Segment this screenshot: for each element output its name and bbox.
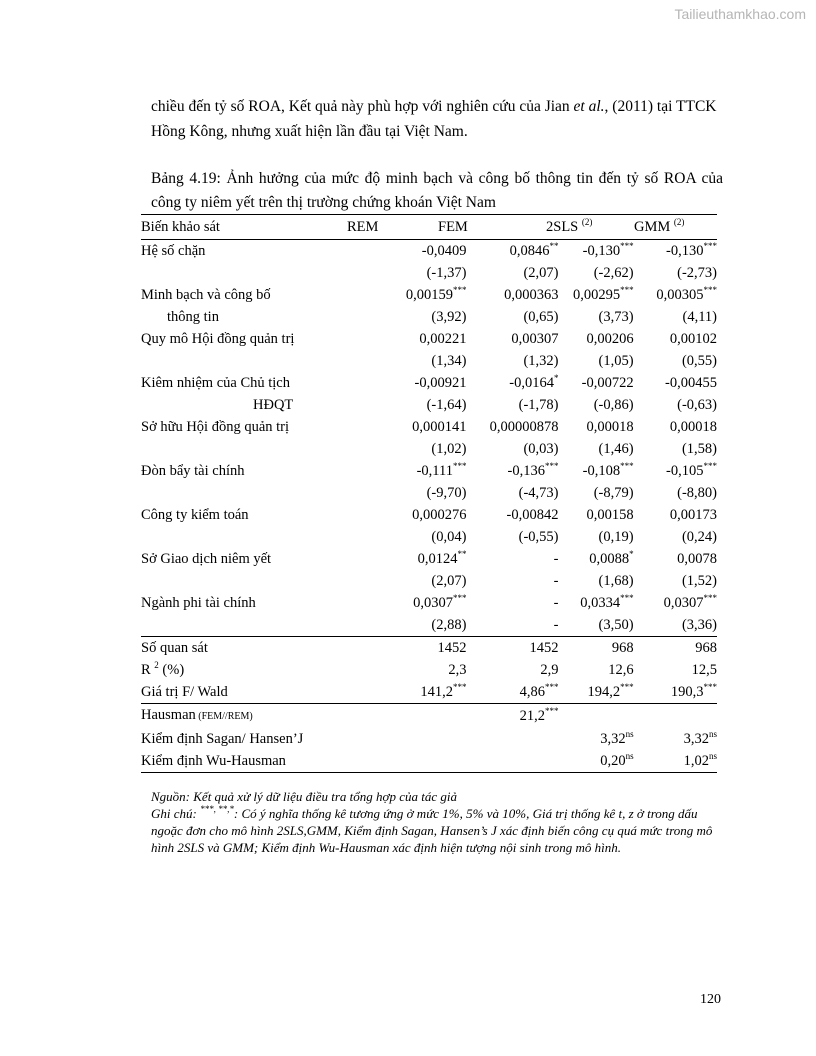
cell-gmm: (4,11) bbox=[682, 309, 717, 325]
cell-gmm: 0,00305*** bbox=[656, 285, 717, 303]
cell-rem: (2,07) bbox=[431, 573, 467, 589]
row-label bbox=[141, 350, 388, 372]
cell-rem bbox=[388, 704, 466, 729]
table-row bbox=[141, 659, 717, 681]
cell-2sls: (1,68) bbox=[598, 573, 634, 589]
cell-fem: - bbox=[553, 595, 559, 611]
header-col3-sup: (2) bbox=[581, 217, 593, 227]
cell-fem: 21,2*** bbox=[466, 704, 558, 729]
cell-rem: 0,0124** bbox=[417, 549, 467, 567]
cell-rem: 0,000141 bbox=[412, 419, 467, 435]
cell-rem: -0,111*** bbox=[416, 461, 467, 479]
cell-2sls: (1,46) bbox=[598, 441, 634, 457]
row-label: Minh bạch và công bố bbox=[141, 287, 271, 303]
row-label: Sở hữu Hội đồng quản trị bbox=[141, 419, 290, 435]
cell-gmm: $1,02^{ns}$ bbox=[634, 750, 717, 773]
regression-table bbox=[141, 214, 717, 773]
cell-fem: (2,07) bbox=[523, 265, 559, 281]
cell-rem: 0,000276 bbox=[412, 507, 467, 523]
cell-rem: (-9,70) bbox=[426, 485, 467, 501]
table-row bbox=[141, 592, 717, 614]
header-col4-wrap bbox=[634, 219, 684, 235]
cell-rem bbox=[388, 728, 466, 750]
cell-rem: (-1,37) bbox=[426, 265, 467, 281]
table-row bbox=[141, 704, 717, 729]
cell-2sls: 12,6 bbox=[608, 662, 634, 678]
cell-2sls: (-0,86) bbox=[593, 397, 634, 413]
header-col3-wrap bbox=[546, 215, 634, 239]
row-label: Hausman (FEM//REM) bbox=[141, 704, 388, 729]
row-label: thông tin bbox=[167, 309, 219, 325]
cell-2sls: (3,50) bbox=[598, 617, 634, 633]
header-cell bbox=[141, 215, 717, 240]
notes-note bbox=[151, 805, 729, 856]
row-label: HĐQT bbox=[253, 397, 294, 413]
cell-2sls bbox=[559, 704, 634, 729]
row-label: Sở Giao dịch niêm yết bbox=[141, 551, 272, 567]
row-label bbox=[141, 262, 388, 284]
cell-fem: -0,136*** bbox=[507, 461, 559, 479]
cell-2sls: 0,0088* bbox=[589, 549, 634, 567]
page-number: 120 bbox=[700, 992, 721, 1007]
cell-gmm: (-0,63) bbox=[677, 397, 717, 413]
cell-gmm: (0,24) bbox=[681, 529, 717, 545]
watermark: Tailieuthamkhao.com bbox=[674, 6, 806, 22]
table-notes bbox=[151, 788, 729, 856]
cell-2sls: -0,00722 bbox=[581, 375, 634, 391]
row-label: Kiểm định Sagan/ Hansen’J bbox=[141, 731, 304, 747]
cell-2sls: 0,00018 bbox=[586, 419, 634, 435]
cell-gmm: (3,36) bbox=[681, 617, 717, 633]
cell-fem: 0,000363 bbox=[504, 287, 559, 303]
intro-text-1: chiều đến tỷ số ROA, Kết quả này phù hợp với nghiên cứu của Jian bbox=[151, 98, 574, 115]
cell-fem: (-0,55) bbox=[518, 529, 559, 545]
cell-fem: (0,65) bbox=[523, 309, 559, 325]
cell-gmm: 0,0078 bbox=[677, 551, 717, 567]
cell-2sls: $0,20^{ns}$ bbox=[559, 750, 634, 773]
cell-rem bbox=[388, 750, 466, 773]
table-row bbox=[141, 570, 717, 592]
row-label bbox=[141, 438, 388, 460]
cell-fem: 0,0846** bbox=[509, 241, 559, 259]
row-label: Đòn bẩy tài chính bbox=[141, 463, 245, 479]
table-row bbox=[141, 750, 717, 773]
table-header-row bbox=[141, 215, 717, 240]
row-label bbox=[141, 526, 388, 548]
cell-fem: 0,00307 bbox=[511, 331, 559, 347]
cell-fem: (1,32) bbox=[523, 353, 559, 369]
cell-fem: (0,03) bbox=[523, 441, 559, 457]
cell-rem: (2,88) bbox=[431, 617, 467, 633]
row-label: Kiêm nhiệm của Chủ tịch bbox=[141, 375, 290, 391]
table-row bbox=[141, 394, 717, 416]
cell-rem: 0,00221 bbox=[419, 331, 467, 347]
cell-rem: 1452 bbox=[388, 637, 466, 660]
cell-fem: - bbox=[553, 617, 559, 633]
cell-rem: 141,2*** bbox=[420, 682, 467, 700]
cell-2sls: 194,2*** bbox=[587, 682, 634, 700]
table-row bbox=[141, 350, 717, 372]
cell-rem: 0,0307*** bbox=[413, 593, 467, 611]
header-col1: REM bbox=[347, 219, 379, 235]
cell-fem: (-1,78) bbox=[518, 397, 559, 413]
cell-rem: (1,34) bbox=[431, 353, 467, 369]
cell-fem: 0,00000878 bbox=[489, 419, 559, 435]
header-col2: FEM bbox=[438, 219, 468, 235]
table-row bbox=[141, 548, 717, 570]
row-label: Ngành phi tài chính bbox=[141, 595, 256, 611]
cell-fem: -0,00842 bbox=[506, 507, 559, 523]
notes-text: : Có ý nghĩa thống kê tương ứng ở mức 1%, 5% và 10%, Giá trị thống kê t, z ở trong dấu ngoặc đơn cho mô hình 2SLS,GMM, Kiểm định Sagan, Hansen’s J xác định biến công cụ quá mức trong mô hình 2SLS và GMM; Kiểm định Wu-Hausman xác định hiện tượng nội sinh trong mô hình. bbox=[151, 806, 713, 855]
cell-gmm: 0,00018 bbox=[669, 419, 717, 435]
cell-2sls: (0,19) bbox=[598, 529, 634, 545]
cell-gmm: 0,00102 bbox=[669, 331, 717, 347]
cell-fem: 2,9 bbox=[540, 662, 559, 678]
cell-gmm: 190,3*** bbox=[670, 682, 717, 700]
table-row bbox=[141, 614, 717, 637]
cell-gmm: 12,5 bbox=[691, 662, 717, 678]
cell-2sls: 968 bbox=[559, 637, 634, 660]
cell-rem: 2,3 bbox=[448, 662, 467, 678]
cell-gmm: -0,105*** bbox=[666, 461, 717, 479]
cell-rem: -0,00921 bbox=[414, 375, 467, 391]
cell-fem: (-4,73) bbox=[518, 485, 559, 501]
table-row bbox=[141, 438, 717, 460]
cell-rem: 0,00159*** bbox=[405, 285, 467, 303]
table-row bbox=[141, 482, 717, 504]
cell-rem: (1,02) bbox=[431, 441, 467, 457]
cell-rem: (-1,64) bbox=[426, 397, 467, 413]
cell-2sls: 0,00206 bbox=[586, 331, 634, 347]
table-row bbox=[141, 284, 717, 306]
cell-gmm: (-2,73) bbox=[677, 265, 717, 281]
row-label: Công ty kiểm toán bbox=[141, 507, 249, 523]
cell-gmm: 968 bbox=[634, 637, 717, 660]
cell-gmm: 0,0307*** bbox=[663, 593, 717, 611]
cell-gmm: (1,58) bbox=[681, 441, 717, 457]
cell-gmm: 0,00173 bbox=[669, 507, 717, 523]
cell-fem bbox=[466, 728, 558, 750]
table-row bbox=[141, 504, 717, 526]
cell-gmm: (-8,80) bbox=[677, 485, 717, 501]
intro-etal: et al. bbox=[573, 98, 605, 115]
table-row bbox=[141, 460, 717, 482]
header-col0: Biến khảo sát bbox=[141, 219, 220, 235]
cell-2sls: (-8,79) bbox=[593, 485, 634, 501]
table-row bbox=[141, 372, 717, 394]
intro-text-2: , (2011) tại TTCK Hồng Kông, nhưng xuất hiện lần đầu tại Việt Nam. bbox=[151, 98, 717, 140]
cell-rem: (0,04) bbox=[431, 529, 467, 545]
table-row bbox=[141, 728, 717, 750]
header-col4-sup: (2) bbox=[673, 217, 685, 227]
cell-gmm bbox=[634, 704, 717, 729]
row-label bbox=[141, 570, 388, 592]
table-caption: Bảng 4.19: Ảnh hưởng của mức độ minh bạch và công bố thông tin đến tỷ số ROA của công ty niêm yết trên thị trường chứng khoán Việt Nam bbox=[151, 170, 723, 211]
cell-2sls: (1,05) bbox=[598, 353, 634, 369]
row-label: Quy mô Hội đồng quản trị bbox=[141, 331, 295, 347]
cell-fem: 1452 bbox=[466, 637, 558, 660]
cell-2sls: (-2,62) bbox=[593, 265, 634, 281]
table-row bbox=[141, 328, 717, 350]
cell-gmm: (0,55) bbox=[681, 353, 717, 369]
table-row bbox=[141, 262, 717, 284]
table-row bbox=[141, 416, 717, 438]
cell-fem: - bbox=[553, 573, 559, 589]
cell-gmm: -0,130*** bbox=[666, 241, 717, 259]
row-label bbox=[141, 614, 388, 637]
cell-gmm: (1,52) bbox=[681, 573, 717, 589]
intro-paragraph bbox=[151, 94, 721, 144]
row-label: Giá trị F/ Wald bbox=[141, 684, 228, 700]
table-row bbox=[141, 240, 717, 263]
cell-gmm: $3,32^{ns}$ bbox=[683, 729, 717, 747]
table-row bbox=[141, 526, 717, 548]
notes-prefix: Ghi chú: bbox=[151, 806, 201, 821]
table-row bbox=[141, 306, 717, 328]
row-label: Số quan sát bbox=[141, 637, 388, 660]
header-col4: GMM bbox=[634, 219, 671, 235]
cell-fem: - bbox=[553, 551, 559, 567]
cell-2sls: -0,130*** bbox=[582, 241, 634, 259]
cell-rem: -0,0409 bbox=[421, 243, 467, 259]
cell-fem: -0,0164* bbox=[509, 373, 559, 391]
cell-2sls: (3,73) bbox=[598, 309, 634, 325]
row-label: Kiểm định Wu-Hausman bbox=[141, 750, 388, 773]
notes-source: Nguồn: Kết quả xử lý dữ liệu điều tra tổng hợp của tác giả bbox=[151, 789, 457, 804]
cell-fem: 4,86*** bbox=[519, 682, 559, 700]
row-label: Hệ số chặn bbox=[141, 243, 206, 259]
cell-2sls: $3,32^{ns}$ bbox=[600, 729, 634, 747]
notes-sup: ***, **,* bbox=[200, 804, 234, 814]
header-col3: 2SLS bbox=[546, 219, 579, 235]
cell-rem: (3,92) bbox=[431, 309, 467, 325]
cell-2sls: 0,00158 bbox=[586, 507, 634, 523]
table-row bbox=[141, 637, 717, 660]
cell-2sls: 0,0334*** bbox=[580, 593, 634, 611]
cell-2sls: -0,108*** bbox=[582, 461, 634, 479]
table-row bbox=[141, 681, 717, 704]
cell-2sls: 0,00295*** bbox=[572, 285, 634, 303]
cell-fem bbox=[466, 750, 558, 773]
row-label bbox=[141, 482, 388, 504]
cell-gmm: -0,00455 bbox=[665, 375, 717, 391]
row-label: R $^2$ (%) bbox=[141, 660, 185, 678]
